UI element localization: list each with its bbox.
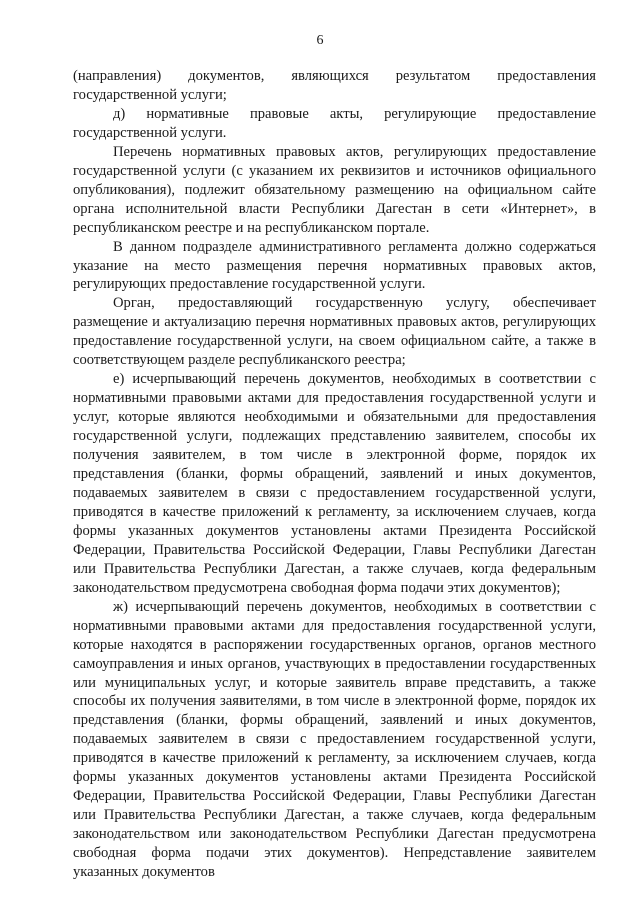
paragraph-continuation: (направления) документов, являющихся результатом предоставления государственной услуги; — [73, 68, 596, 103]
paragraph-legal-acts-list: Перечень нормативных правовых актов, регулирующих предоставление государственной услуги (с указанием их реквизитов и источников официального опубликования), подлежит обязательному размещению на официальном сайте органа исполнительной власти Республики Дагестан в сети «Интернет», в республиканском реестре и на республиканском портале. — [73, 143, 596, 236]
document-body — [73, 67, 596, 882]
paragraph-item-zh: ж) исчерпывающий перечень документов, необходимых в соответствии с нормативными правовыми актами для предоставления государственной услуги, которые находятся в распоряжении государственных органов, органов местного самоуправления и иных органов, участвующих в предоставлении государственных или муниципальных услуг, и которые заявитель вправе представить, а также способы их получения заявителями, в том числе в электронной форме, порядок их представления (бланки, формы обращений, заявлений и иных документов, подаваемых заявителем в связи с предоставлением государственной услуги, приводятся в качестве приложений к регламенту, за исключением случаев, когда формы указанных документов установлены актами Президента Российской Федерации, Правительства Российской Федерации, Главы Республики Дагестан или Правительства Республики Дагестан, а также случаев, когда федеральным законодательством или законодательством Республики Дагестан предусмотрена свободная форма подачи этих документов). Непредставление заявителем указанных документов — [73, 598, 596, 881]
page-number: 6 — [316, 33, 324, 48]
paragraph-authority-duty: Орган, предоставляющий государственную услугу, обеспечивает размещение и актуализацию перечня нормативных правовых актов, регулирующих предоставление государственной услуги, на своем официальном сайте, а также в соответствующем разделе республиканского реестра; — [73, 295, 596, 369]
paragraph-item-e: е) исчерпывающий перечень документов, необходимых в соответствии с нормативными правовыми актами для предоставления государственной услуги и услуг, которые являются необходимыми и обязательными для предоставления государственной услуги, подлежащих представлению заявителем, способы их получения заявителем, в том числе в электронной форме, порядок их представления (бланки, формы обращений, заявлений и иных документов, подаваемых заявителем в связи с предоставлением государственной услуги, приводятся в качестве приложений к регламенту, за исключением случаев, когда формы указанных документов установлены актами Президента Российской Федерации, Правительства Российской Федерации, Главы Республики Дагестан или Правительства Республики Дагестан, а также случаев, когда федеральным законодательством предусмотрена свободная форма подачи этих документов); — [73, 371, 596, 596]
paragraph-item-d: д) нормативные правовые акты, регулирующие предоставление государственной услуги. — [73, 105, 596, 141]
paragraph-placement-note: В данном подразделе административного регламента должно содержаться указание на место размещения перечня нормативных правовых актов, регулирующих предоставление государственной услуги. — [73, 238, 596, 293]
